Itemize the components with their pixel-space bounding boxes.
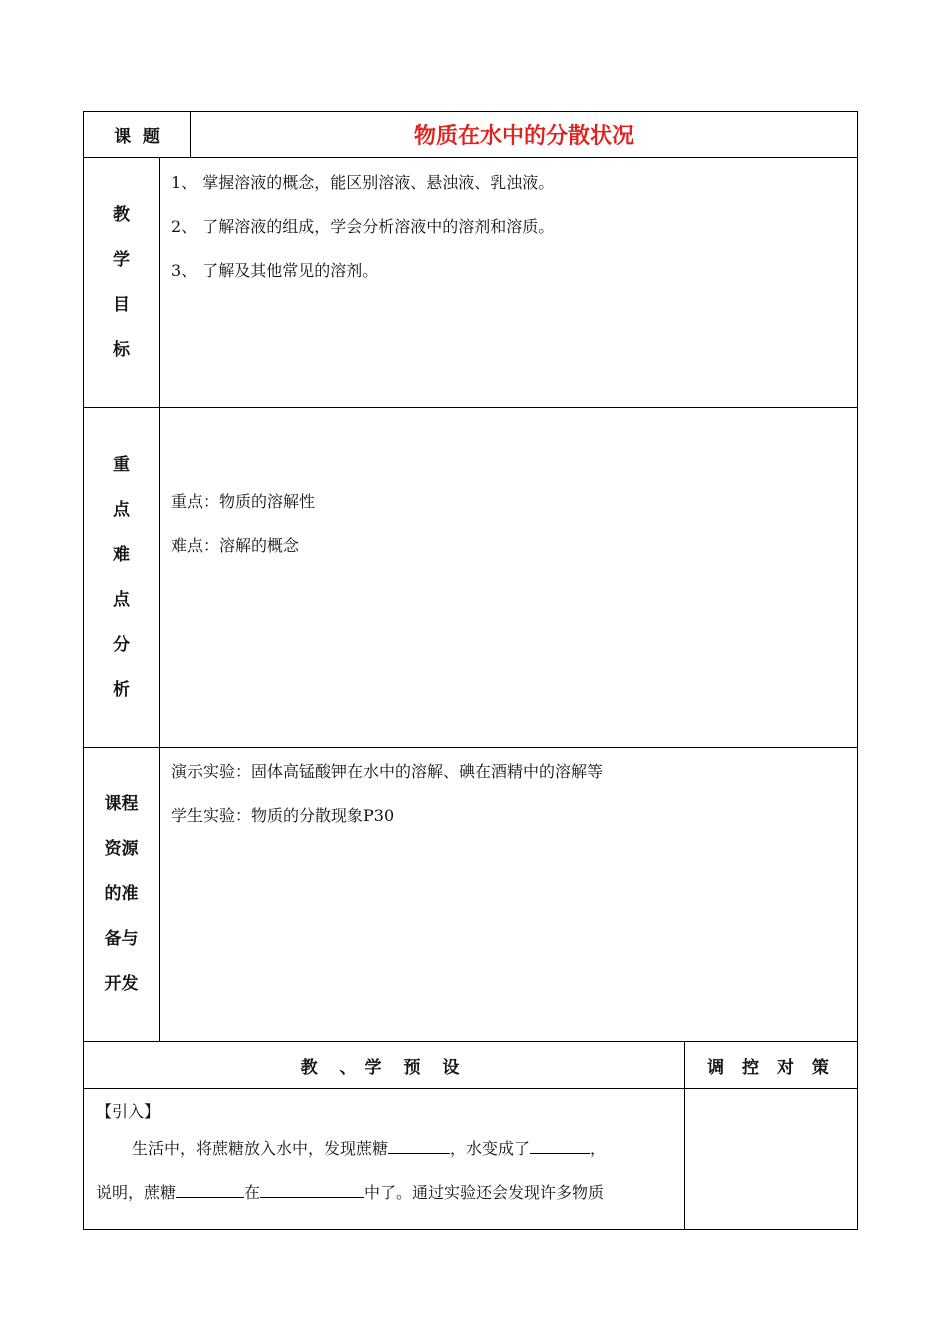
control-strategy-cell: [685, 1089, 858, 1230]
objectives-label-char: 学: [113, 249, 130, 270]
resources-label-line: 备与: [104, 929, 139, 949]
intro-paragraph-line-2: [96, 1171, 674, 1215]
title-row: [84, 112, 858, 158]
objective-item: 3、 了解及其他常见的溶剂。: [171, 261, 379, 280]
resources-label-line: 开发: [104, 974, 139, 994]
section-header-row: [84, 1042, 858, 1089]
intro-heading: 【引入】: [96, 1102, 161, 1121]
intro-text: ，: [590, 1139, 607, 1158]
intro-text: ，水变成了: [450, 1139, 531, 1158]
objectives-label: [84, 158, 160, 408]
fill-blank[interactable]: [388, 1135, 450, 1154]
resources-label-line: 课程: [104, 794, 139, 814]
objectives-label-char: 目: [113, 294, 130, 315]
demo-experiment-text: 演示实验：固体高锰酸钾在水中的溶解、碘在酒精中的溶解等: [171, 762, 604, 781]
key-points-content: [160, 408, 858, 748]
resources-label-line: 的准: [104, 884, 139, 904]
teach-preset-header: 教 、学 预 设: [84, 1042, 685, 1089]
objectives-content: [160, 158, 858, 408]
key-points-label: [84, 408, 160, 748]
key-points-label-char: 点: [113, 589, 130, 610]
resources-label-line: 资源: [104, 839, 139, 859]
intro-content: [84, 1089, 685, 1230]
lesson-plan-table: [83, 111, 858, 1230]
objectives-row: [84, 158, 858, 408]
control-strategy-header: 调 控 对 策: [685, 1042, 858, 1089]
resources-label: [84, 748, 160, 1042]
intro-paragraph-line-1: [96, 1127, 674, 1171]
key-points-label-char: 点: [113, 499, 130, 520]
intro-text: 在: [244, 1183, 261, 1202]
key-points-label-char: 难: [113, 544, 130, 565]
objectives-label-char: 标: [113, 339, 130, 360]
key-points-label-char: 分: [113, 634, 130, 655]
fill-blank[interactable]: [260, 1179, 364, 1198]
resources-row: [84, 748, 858, 1042]
lesson-title: 物质在水中的分散状况: [191, 112, 858, 158]
difficulty-text: 难点：溶解的概念: [171, 536, 300, 555]
key-points-row: [84, 408, 858, 748]
focus-text: 重点：物质的溶解性: [171, 492, 316, 511]
objectives-label-char: 教: [113, 204, 130, 225]
fill-blank[interactable]: [530, 1135, 590, 1154]
intro-row: [84, 1089, 858, 1230]
key-points-label-char: 重: [113, 454, 130, 475]
objective-item: 2、 了解溶液的组成，学会分析溶液中的溶剂和溶质。: [171, 217, 555, 236]
objective-item: 1、 掌握溶液的概念，能区别溶液、悬浊液、乳浊液。: [171, 173, 555, 192]
intro-text: 中了。通过实验还会发现许多物质: [364, 1183, 605, 1202]
student-experiment-text: 学生实验：物质的分散现象P30: [171, 806, 395, 825]
intro-text: 生活中，将蔗糖放入水中，发现蔗糖: [132, 1139, 389, 1158]
topic-label: 课 题: [84, 112, 191, 158]
key-points-label-char: 析: [113, 679, 130, 700]
fill-blank[interactable]: [176, 1179, 244, 1198]
resources-content: [160, 748, 858, 1042]
intro-text: 说明，蔗糖: [96, 1183, 177, 1202]
